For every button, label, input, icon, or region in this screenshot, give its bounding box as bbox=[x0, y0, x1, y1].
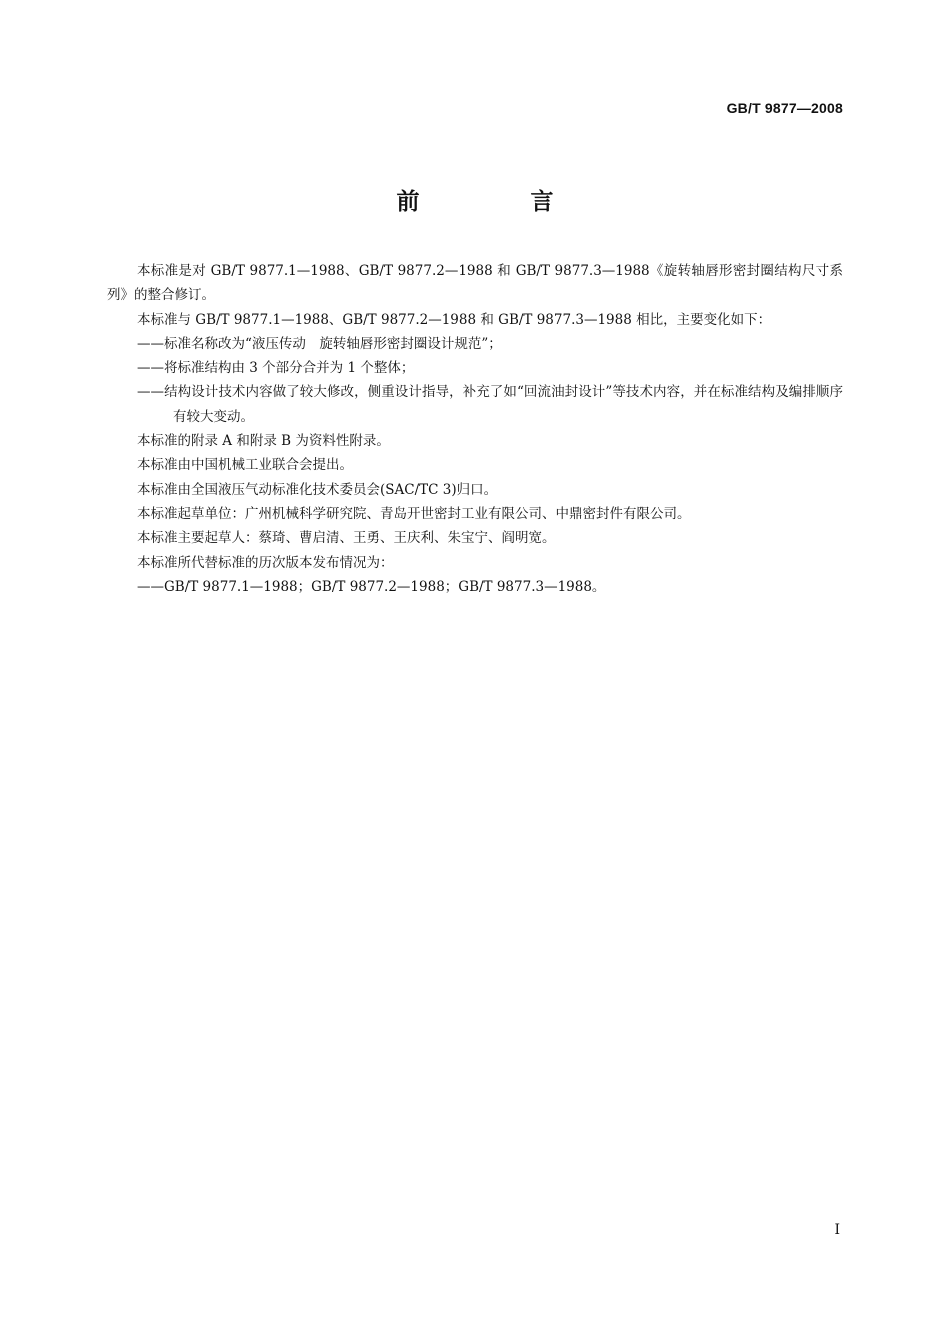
page-number: I bbox=[834, 1222, 840, 1238]
list-item-history: ——GB/T 9877.1—1988；GB/T 9877.2—1988；GB/T 9877.3—1988。 bbox=[137, 578, 606, 595]
paragraph-drafters: 本标准主要起草人：蔡琦、曹启清、王勇、王庆利、朱宝宁、阎明宽。 bbox=[137, 530, 556, 547]
paragraph-changes-intro: 本标准与 GB/T 9877.1—1988、GB/T 9877.2—1988 和 GB/T 9877.3—1988 相比，主要变化如下： bbox=[137, 311, 772, 328]
standard-code: GB/T 9877—2008 bbox=[726, 100, 843, 116]
list-item-change-1: ——标准名称改为“液压传动 旋转轴唇形密封圈设计规范”； bbox=[137, 335, 502, 352]
page-title: 前 言 bbox=[396, 189, 598, 215]
paragraph-proposer: 本标准由中国机械工业联合会提出。 bbox=[137, 457, 353, 474]
paragraph-annexes: 本标准的附录 A 和附录 B 为资料性附录。 bbox=[137, 433, 390, 450]
paragraph-drafting-units: 本标准起草单位：广州机械科学研究院、青岛开世密封工业有限公司、中鼎密封件有限公司。 bbox=[137, 505, 691, 522]
paragraph-history-intro: 本标准所代替标准的历次版本发布情况为： bbox=[137, 554, 394, 571]
list-item-change-3: ——结构设计技术内容做了较大修改，侧重设计指导，补充了如“回流油封设计”等技术内容，并在标准结构及编排顺序有较大变动。 bbox=[137, 384, 843, 425]
list-item-change-2: ——将标准结构由 3 个部分合并为 1 个整体； bbox=[137, 360, 415, 377]
foreword-body bbox=[107, 259, 843, 599]
paragraph-committee: 本标准由全国液压气动标准化技术委员会(SAC/TC 3)归口。 bbox=[137, 481, 498, 498]
paragraph-scope: 本标准是对 GB/T 9877.1—1988、GB/T 9877.2—1988 和 GB/T 9877.3—1988《旋转轴唇形密封圈结构尺寸系列》的整合修订。 bbox=[107, 263, 843, 304]
